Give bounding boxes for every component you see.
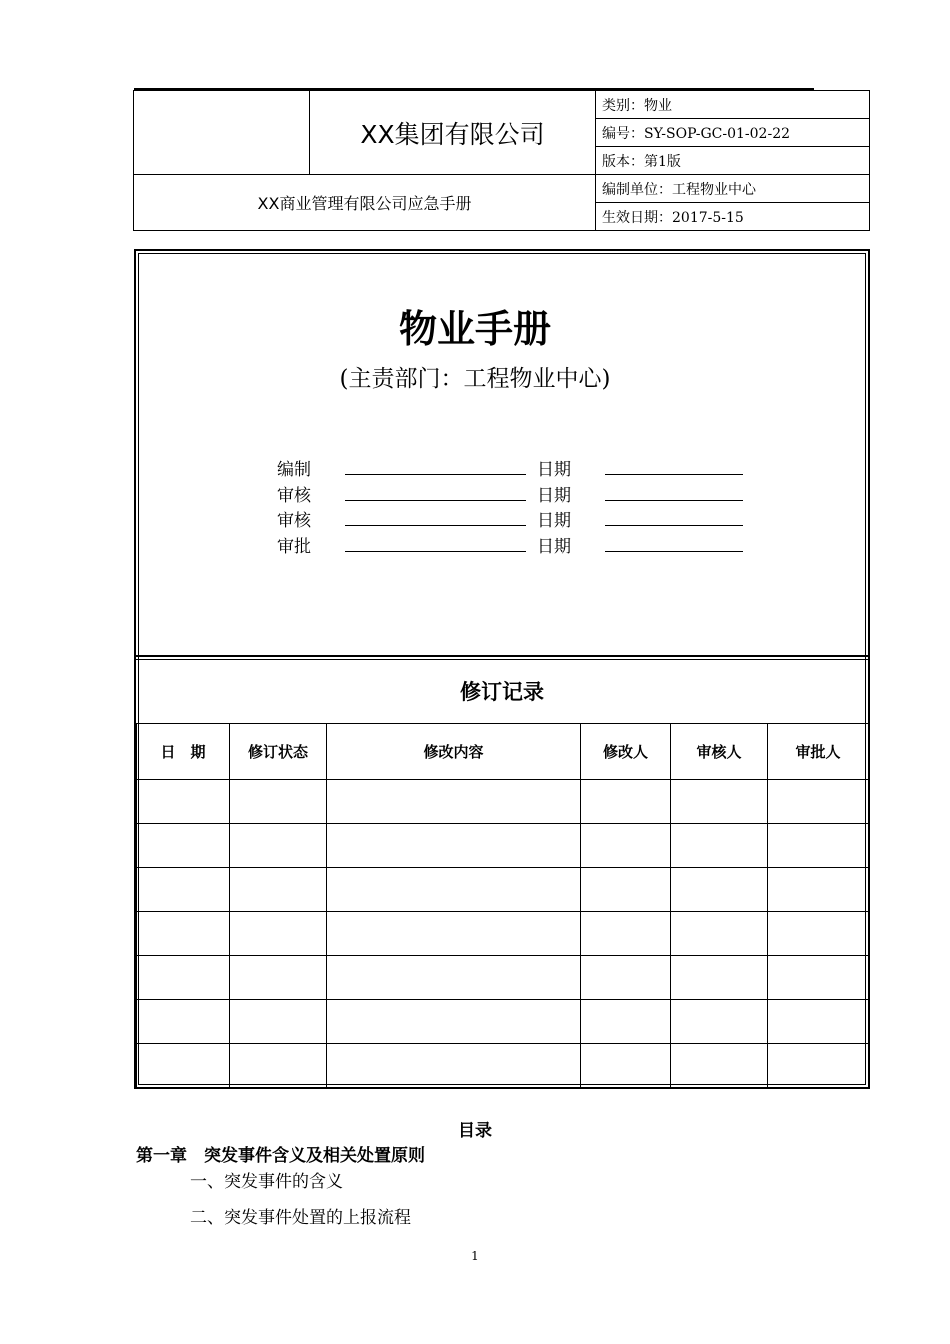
- table-cell[interactable]: [327, 780, 581, 824]
- table-cell[interactable]: [137, 868, 230, 912]
- table-cell[interactable]: [581, 912, 671, 956]
- table-cell[interactable]: [581, 824, 671, 868]
- table-cell[interactable]: [230, 868, 327, 912]
- table-cell[interactable]: [137, 956, 230, 1000]
- date-line[interactable]: [605, 474, 743, 475]
- table-cell[interactable]: [671, 912, 768, 956]
- doc-effective-date: 生效日期：2017-5-15: [596, 203, 870, 231]
- page-number: 1: [471, 1249, 479, 1263]
- table-row: [137, 780, 869, 824]
- table-cell[interactable]: [671, 824, 768, 868]
- signoff-role: 审核: [277, 486, 311, 506]
- signoff-date-label: 日期: [537, 537, 571, 557]
- signature-line[interactable]: [345, 525, 526, 526]
- table-cell[interactable]: [230, 1000, 327, 1044]
- table-cell[interactable]: [327, 956, 581, 1000]
- signoff-date-label: 日期: [537, 460, 571, 480]
- table-cell[interactable]: [768, 868, 869, 912]
- table-cell[interactable]: [327, 1000, 581, 1044]
- doc-code: 编号：SY-SOP-GC-01-02-22: [596, 119, 870, 147]
- company-name: XX集团有限公司: [310, 91, 596, 175]
- signoff-date-label: 日期: [537, 511, 571, 531]
- table-cell[interactable]: [671, 1000, 768, 1044]
- table-cell[interactable]: [768, 912, 869, 956]
- table-cell[interactable]: [137, 912, 230, 956]
- manual-name: XX商业管理有限公司应急手册: [134, 175, 596, 231]
- table-cell[interactable]: [768, 1000, 869, 1044]
- table-cell[interactable]: [137, 1000, 230, 1044]
- cover-title: 物业手册: [398, 306, 551, 351]
- table-cell[interactable]: [768, 780, 869, 824]
- revision-header-row: [137, 724, 869, 780]
- table-cell[interactable]: [327, 868, 581, 912]
- table-cell[interactable]: [230, 912, 327, 956]
- table-cell[interactable]: [671, 1044, 768, 1088]
- toc-chapter-1[interactable]: 第一章 突发事件含义及相关处置原则: [136, 1146, 425, 1166]
- cover-subtitle: (主责部门：工程物业中心): [339, 366, 611, 392]
- table-row: [137, 868, 869, 912]
- signoff-date-label: 日期: [537, 486, 571, 506]
- signoff-role: 审批: [277, 537, 311, 557]
- table-cell[interactable]: [327, 912, 581, 956]
- logo-placeholder: [134, 91, 310, 175]
- signature-line[interactable]: [345, 551, 526, 552]
- table-cell[interactable]: [768, 1044, 869, 1088]
- toc-item[interactable]: 一、突发事件的含义: [190, 1172, 343, 1192]
- signoff-role: 审核: [277, 511, 311, 531]
- table-cell[interactable]: [230, 824, 327, 868]
- table-cell[interactable]: [581, 956, 671, 1000]
- table-row: [137, 1044, 869, 1088]
- table-cell[interactable]: [230, 780, 327, 824]
- date-line[interactable]: [605, 525, 743, 526]
- date-line[interactable]: [605, 500, 743, 501]
- table-row: [137, 824, 869, 868]
- table-cell[interactable]: [230, 1044, 327, 1088]
- table-cell[interactable]: [671, 956, 768, 1000]
- table-cell[interactable]: [671, 868, 768, 912]
- table-cell[interactable]: [581, 1044, 671, 1088]
- col-header-reviewer: 审核人: [671, 724, 768, 780]
- table-cell[interactable]: [327, 1044, 581, 1088]
- section-divider: [136, 655, 868, 657]
- col-header-date: 日 期: [137, 724, 230, 780]
- table-cell[interactable]: [581, 868, 671, 912]
- table-cell[interactable]: [581, 1000, 671, 1044]
- table-row: [137, 956, 869, 1000]
- table-cell[interactable]: [230, 956, 327, 1000]
- table-cell[interactable]: [671, 780, 768, 824]
- col-header-modifier: 修改人: [581, 724, 671, 780]
- signature-line[interactable]: [345, 474, 526, 475]
- signature-line[interactable]: [345, 500, 526, 501]
- table-cell[interactable]: [137, 1044, 230, 1088]
- table-cell[interactable]: [768, 824, 869, 868]
- revision-title: 修订记录: [460, 680, 544, 704]
- table-row: [137, 1000, 869, 1044]
- revision-table: [136, 723, 869, 1088]
- document-header-table: [133, 90, 870, 231]
- col-header-approver: 审批人: [768, 724, 869, 780]
- col-header-content: 修改内容: [327, 724, 581, 780]
- doc-version: 版本：第1版: [596, 147, 870, 175]
- date-line[interactable]: [605, 551, 743, 552]
- table-cell[interactable]: [137, 780, 230, 824]
- signoff-role: 编制: [277, 460, 311, 480]
- doc-unit: 编制单位：工程物业中心: [596, 175, 870, 203]
- table-cell[interactable]: [327, 824, 581, 868]
- table-row: [137, 912, 869, 956]
- doc-category: 类别：物业: [596, 91, 870, 119]
- col-header-status: 修订状态: [230, 724, 327, 780]
- toc-item[interactable]: 二、突发事件处置的上报流程: [190, 1208, 411, 1228]
- section-divider: [136, 659, 868, 660]
- table-cell[interactable]: [581, 780, 671, 824]
- toc-title: 目录: [458, 1121, 492, 1141]
- table-cell[interactable]: [768, 956, 869, 1000]
- table-cell[interactable]: [137, 824, 230, 868]
